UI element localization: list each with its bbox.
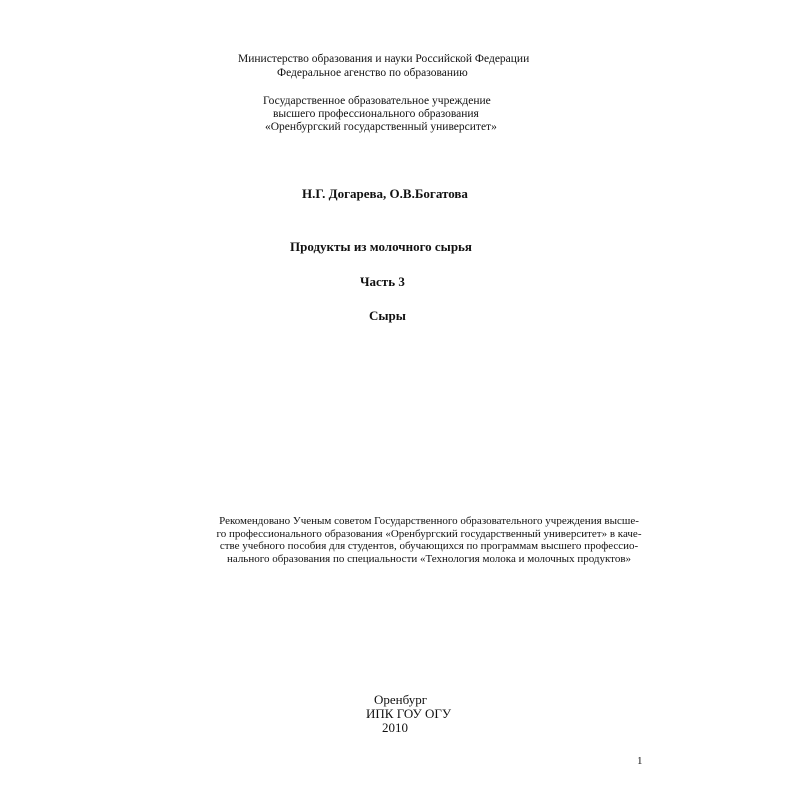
ministry-line: Министерство образования и науки Российской Федерации [238, 53, 530, 65]
book-part: Часть 3 [360, 274, 405, 289]
institution-line-1: Государственное образовательное учреждение [263, 95, 491, 107]
recommendation-line: Рекомендовано Ученым советом Государственного образовательного учреждения высше- [219, 515, 639, 527]
footer-publisher: ИПК ГОУ ОГУ [366, 706, 452, 721]
agency-line: Федеральное агенство по образованию [277, 67, 468, 79]
recommendation-line: нального образования по специальности «Технология молока и молочных продуктов» [226, 552, 632, 565]
footer-city: Оренбург [374, 692, 428, 707]
book-title: Продукты из молочного сырья [290, 239, 472, 254]
authors: Н.Г. Догарева, О.В.Богатова [302, 186, 468, 201]
book-subtitle: Сыры [369, 308, 406, 323]
recommendation-line: стве учебного пособия для студентов, обучающихся по программам высшего профессио- [219, 540, 639, 552]
institution-line-2: высшего профессионального образования [273, 108, 479, 120]
footer-year: 2010 [382, 720, 408, 735]
recommendation-line: го профессионального образования «Оренбургский государственный университет» в каче- [216, 527, 642, 540]
university-name: «Оренбургский государственный университет» [265, 121, 497, 133]
page-number: 1 [637, 755, 643, 767]
recommendation-paragraph [190, 515, 668, 565]
